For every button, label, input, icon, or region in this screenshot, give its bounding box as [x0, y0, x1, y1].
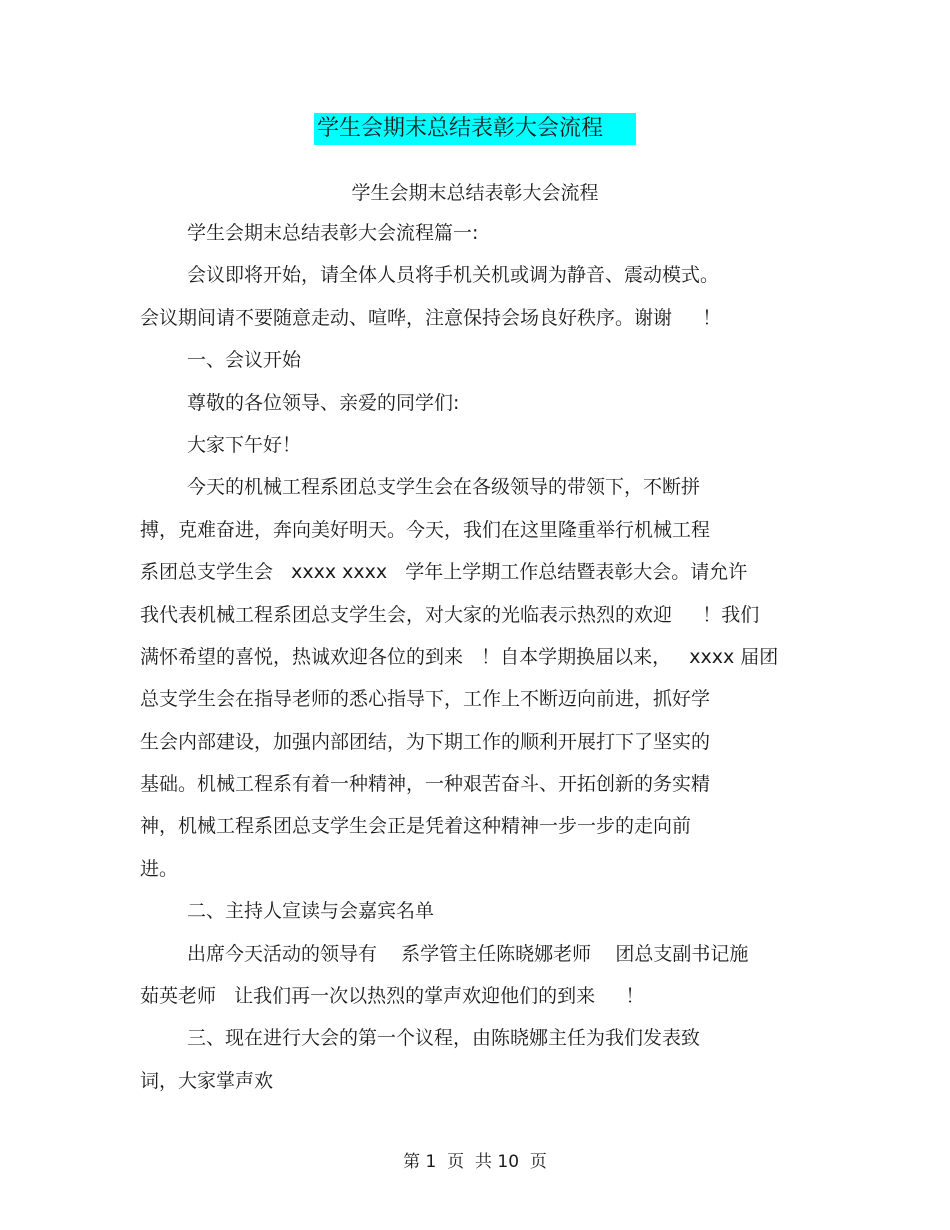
text-line: 三、现在进行大会的第一个议程，由陈晓娜主任为我们发表致 [187, 1027, 701, 1050]
text-line: 搏，克难奋进，奔向美好明天。今天，我们在这里隆重举行机械工程 [140, 518, 711, 541]
title-row [0, 113, 950, 145]
text-line: 学生会期末总结表彰大会流程篇一: [187, 222, 479, 244]
text-line: 今天的机械工程系团总支学生会在各级领导的带领下，不断拼 [187, 476, 701, 499]
document-body [140, 216, 820, 1106]
text-line: 词，大家掌声欢 [140, 1069, 274, 1092]
text-line: 系团总支学生会 xxxx xxxx 学年上学期工作总结暨表彰大会。请允许 [140, 561, 748, 584]
text-line: 基础。机械工程系有着一种精神，一种艰苦奋斗、开拓创新的务实精 [140, 773, 711, 796]
text-line: 神，机械工程系团总支学生会正是凭着这种精神一步一步的走向前 [140, 815, 692, 838]
text-line: 会议期间请不要随意走动、喧哗，注意保持会场良好秩序。谢谢 ！ [140, 306, 722, 329]
text-line: 满怀希望的喜悦，热诚欢迎各位的到来 ！自本学期换届以来， xxxx 届团 [140, 645, 779, 668]
document-title: 学生会期末总结表彰大会流程 [314, 113, 636, 145]
text-line: 一、会议开始 [187, 349, 302, 372]
text-line: 生会内部建设，加强内部团结，为下期工作的顺利开展打下了坚实的 [140, 730, 711, 753]
text-line: 茹英老师 让我们再一次以热烈的掌声欢迎他们的到来 ！ [140, 985, 645, 1008]
text-line: 会议即将开始，请全体人员将手机关机或调为静音、震动模式。 [187, 264, 720, 287]
page-footer: 第 1 页 共 10 页 [403, 1152, 547, 1172]
text-line: 二、主持人宣读与会嘉宾名单 [187, 900, 435, 923]
document-subtitle: 学生会期末总结表彰大会流程 [351, 182, 599, 204]
text-line: 大家下午好！ [187, 433, 302, 456]
text-line: 尊敬的各位领导、亲爱的同学们: [187, 391, 460, 414]
text-line: 总支学生会在指导老师的悉心指导下，工作上不断迈向前进，抓好学 [140, 688, 711, 711]
text-line: 出席今天活动的领导有 系学管主任陈晓娜老师 团总支副书记施 [187, 942, 749, 965]
text-line: 我代表机械工程系团总支学生会，对大家的光临表示热烈的欢迎 ！我们 [140, 603, 760, 626]
text-line: 进。 [140, 857, 179, 880]
